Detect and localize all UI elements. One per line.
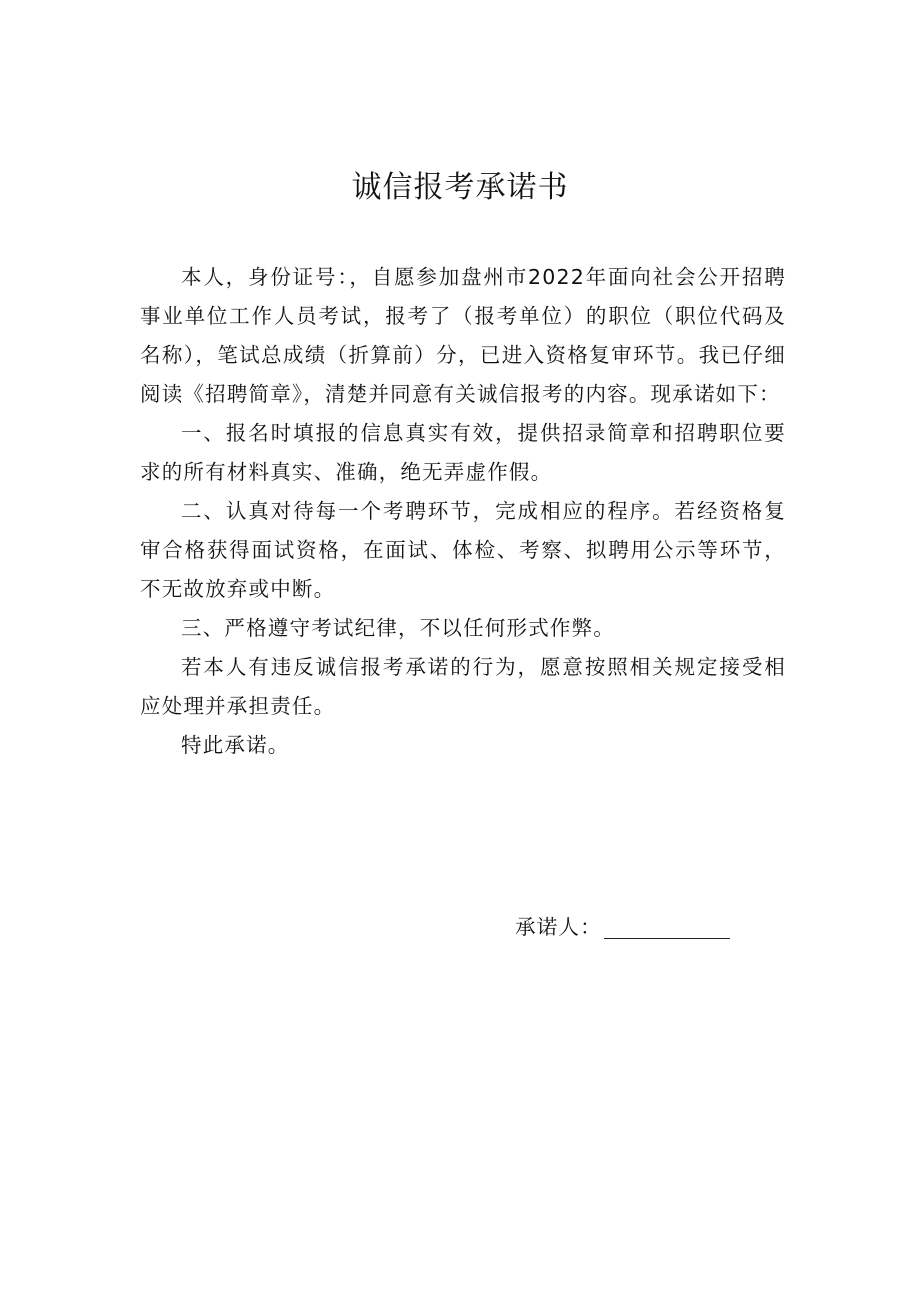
signature-label: 承诺人： [515, 915, 602, 939]
signature-block [515, 908, 730, 947]
page-title: 诚信报考承诺书 [351, 170, 569, 205]
signature-line [604, 914, 730, 939]
document-body [140, 258, 786, 765]
paragraph-closing: 特此承诺。 [181, 733, 290, 757]
paragraph-commitment-2: 二、认真对待每一个考聘环节，完成相应的程序。若经资格复审合格获得面试资格，在面试、体检、考察、拟聘用公示等环节，不无故放弃或中断。 [140, 499, 786, 601]
paragraph-violation: 若本人有违反诚信报考承诺的行为，愿意按照相关规定接受相应处理并承担责任。 [140, 655, 786, 718]
paragraph-commitment-1: 一、报名时填报的信息真实有效，提供招录简章和招聘职位要求的所有材料真实、准确，绝无弄虚作假。 [140, 421, 786, 484]
paragraph-commitment-3: 三、严格遵守考试纪律，不以任何形式作弊。 [181, 616, 615, 640]
paragraph-intro: 本人，身份证号：，自愿参加盘州市2022年面向社会公开招聘事业单位工作人员考试，报考了（报考单位）的职位（职位代码及名称），笔试总成绩（折算前）分，已进入资格复审环节。我已仔细阅读《招聘简章》，清楚并同意有关诚信报考的内容。现承诺如下： [140, 265, 786, 406]
